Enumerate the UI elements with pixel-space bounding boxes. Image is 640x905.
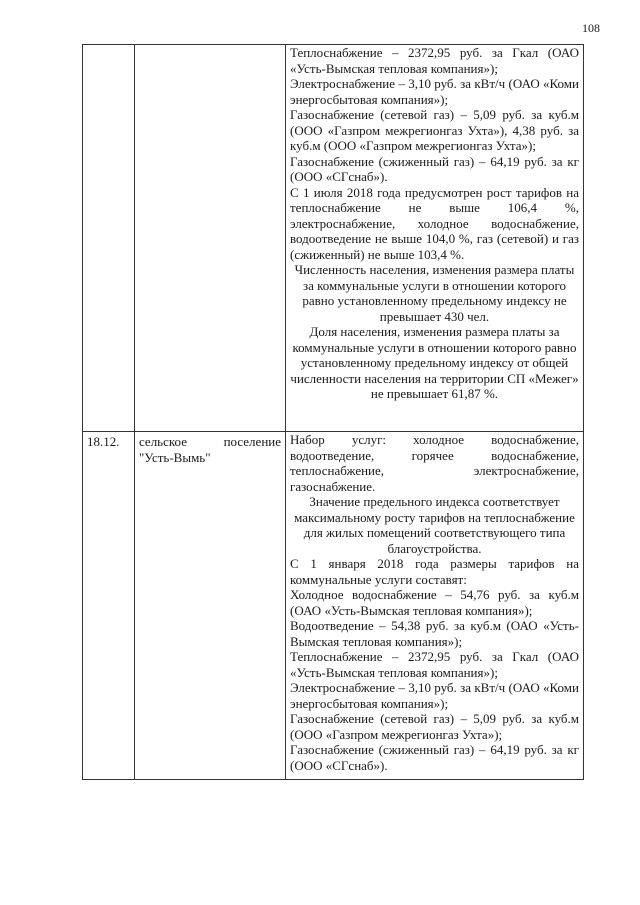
settlement-name-cell <box>135 432 286 780</box>
row-number-cell <box>83 432 135 780</box>
description-paragraph: Набор услуг: холодное водоснабжение, водоотведение, горячее водоснабжение, теплоснабжение, электроснабжение, газоснабжение. <box>290 432 579 494</box>
page-number: 108 <box>582 21 600 35</box>
table-row <box>83 432 584 780</box>
row-number: 18.12. <box>87 434 120 449</box>
description-cell <box>286 45 584 432</box>
description-paragraph: Значение предельного индекса соответствует максимальному росту тарифов на теплоснабжение для жилых помещений соответствующего типа благоустройства. <box>294 494 575 556</box>
settlement-name: сельское поселение "Усть-Вымь" <box>139 434 281 465</box>
description-paragraph: Численность населения, изменения размера платы за коммунальные услуги в отношении которого равно установленному предельному индексу не превышает 430 чел. <box>294 262 575 324</box>
description-paragraph: Газоснабжение (сжиженный газ) – 64,19 руб. за кг (ООО «СГснаб»). <box>290 742 579 773</box>
description-paragraph: С 1 января 2018 года размеры тарифов на коммунальные услуги составят: <box>290 556 579 587</box>
description-paragraph: Электроснабжение – 3,10 руб. за кВт/ч (ОАО «Коми энергосбытовая компания»); <box>290 76 579 107</box>
description-paragraph: Водоотведение – 54,38 руб. за куб.м (ОАО «Усть-Вымская тепловая компания»); <box>290 618 579 649</box>
description-paragraph: Газоснабжение (сетевой газ) – 5,09 руб. за куб.м (ООО «Газпром межрегионгаз Ухта»), 4,38 руб. за куб.м (ООО «Газпром межрегионгаз Ухта»); <box>290 107 579 153</box>
description-paragraph: Электроснабжение – 3,10 руб. за кВт/ч (ОАО «Коми энергосбытовая компания»); <box>290 680 579 711</box>
description-paragraph: Холодное водоснабжение – 54,76 руб. за куб.м (ОАО «Усть-Вымская тепловая компания»); <box>290 587 579 618</box>
description-paragraph: Теплоснабжение – 2372,95 руб. за Гкал (ОАО «Усть-Вымская тепловая компания»); <box>290 649 579 680</box>
description-paragraph: Доля населения, изменения размера платы за коммунальные услуги в отношении которого равно установленному предельному индексу от общей численности населения на территории СП «Межег» не превышает 61,87 %. <box>290 324 579 401</box>
description-paragraph: Газоснабжение (сетевой газ) – 5,09 руб. за куб.м (ООО «Газпром межрегионгаз Ухта»); <box>290 711 579 742</box>
description-cell <box>286 432 584 780</box>
description-paragraph: Теплоснабжение – 2372,95 руб. за Гкал (ОАО «Усть-Вымская тепловая компания»); <box>290 45 579 76</box>
description-paragraph: С 1 июля 2018 года предусмотрен рост тарифов на теплоснабжение не выше 106,4 %, электроснабжение, холодное водоснабжение, водоотведение не выше 104,0 %, газ (сетевой) и газ (сжиженный) не выше 103,4 %. <box>290 184 579 262</box>
settlement-name-cell <box>135 45 286 432</box>
table-row <box>83 45 584 432</box>
row-number-cell <box>83 45 135 432</box>
description-paragraph: Газоснабжение (сжиженный газ) – 64,19 руб. за кг (ООО «СГснаб»). <box>290 153 579 184</box>
tariff-table <box>82 44 584 780</box>
